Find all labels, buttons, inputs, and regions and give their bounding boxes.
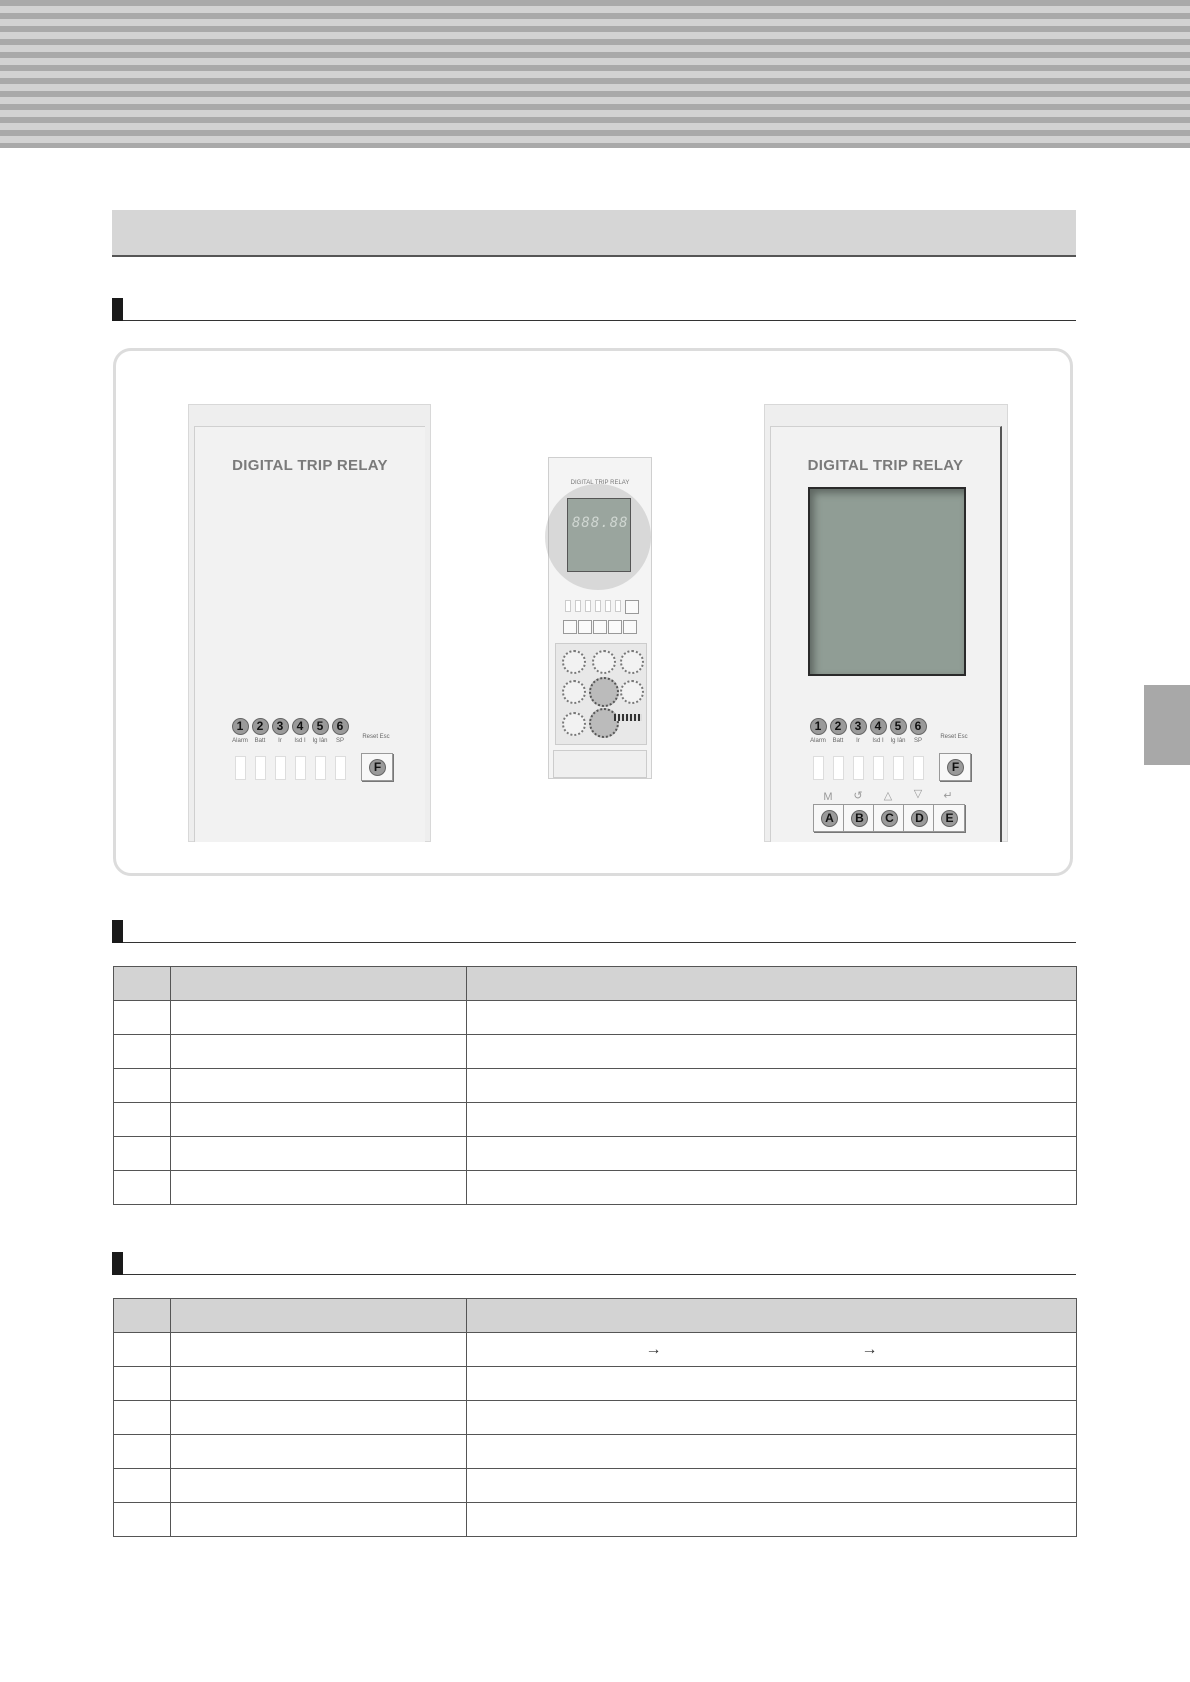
led-window <box>833 756 844 780</box>
mini-key <box>593 620 607 634</box>
table-cell <box>171 1035 467 1069</box>
key-letter: F <box>369 759 386 776</box>
led-label: Ir <box>278 738 282 744</box>
mini-dial-panel <box>555 643 647 745</box>
led-2 <box>828 717 848 780</box>
led-number: 6 <box>332 718 349 735</box>
table-cell <box>467 1035 1077 1069</box>
table-cell <box>114 1001 171 1035</box>
mini-lcd-digits: 888.88 <box>572 515 629 531</box>
table-row <box>114 1435 1077 1469</box>
table-cell <box>114 1435 171 1469</box>
led-label: Isd I <box>872 738 884 744</box>
mini-key-row <box>563 620 637 634</box>
table-cell <box>114 1503 171 1537</box>
enter-icon: ↵ <box>943 790 953 802</box>
table-cell <box>171 1069 467 1103</box>
led-number: 2 <box>830 718 847 735</box>
chapter-side-tab <box>1144 685 1190 765</box>
led-number: 6 <box>910 718 927 735</box>
mini-key <box>563 620 577 634</box>
led-label: Alarm <box>232 738 248 744</box>
led-number: 3 <box>850 718 867 735</box>
led-1 <box>230 717 250 780</box>
led-label: SP <box>335 738 344 744</box>
dial-icon <box>620 680 644 704</box>
mini-led <box>615 600 621 612</box>
dial-icon <box>592 650 616 674</box>
table-cell <box>114 1367 171 1401</box>
led-label: Isd I <box>294 738 306 744</box>
key-letter: E <box>941 810 958 827</box>
led-number: 3 <box>272 718 289 735</box>
table-cell <box>171 1401 467 1435</box>
arrow-right-icon: → <box>861 1340 878 1358</box>
led-4 <box>290 717 310 780</box>
led-4 <box>868 717 888 780</box>
table-cell <box>467 1401 1077 1435</box>
key-e-button[interactable] <box>933 804 965 832</box>
table-header-row <box>114 967 1077 1001</box>
table-cell <box>114 1069 171 1103</box>
dial-icon <box>589 708 619 738</box>
key-d-button[interactable] <box>903 804 935 832</box>
table-cell <box>467 1367 1077 1401</box>
relay-panel-left-face <box>194 426 425 842</box>
dial-icon <box>562 712 586 736</box>
header-cell <box>114 1299 171 1333</box>
mini-reset-button <box>625 600 639 614</box>
mode-icon: M <box>823 791 833 803</box>
led-3 <box>848 717 868 780</box>
header-cell <box>171 1299 467 1333</box>
table-cell <box>114 1035 171 1069</box>
header-cell <box>467 967 1077 1001</box>
led-label: Ig Iân <box>312 738 328 744</box>
dial-icon <box>562 650 586 674</box>
led-2 <box>250 717 270 780</box>
header-cell <box>114 967 171 1001</box>
table-row <box>114 1137 1077 1171</box>
led-number: 5 <box>890 718 907 735</box>
table-cell <box>467 1435 1077 1469</box>
table-cell <box>171 1435 467 1469</box>
mini-led <box>595 600 601 612</box>
subheading-2 <box>112 920 1076 943</box>
table-row <box>114 1401 1077 1435</box>
dial-icon <box>562 680 586 704</box>
reset-esc-label: Reset Esc <box>362 734 390 740</box>
reset-f-button[interactable] <box>361 753 393 781</box>
relay-panel-left <box>188 404 431 842</box>
subheading-1 <box>112 298 1076 321</box>
mini-led <box>565 600 571 612</box>
table-cell <box>114 1333 171 1367</box>
led-window <box>275 756 286 780</box>
table-cell <box>114 1469 171 1503</box>
led-6 <box>908 717 928 780</box>
table-cell <box>171 1503 467 1537</box>
key-letter: A <box>821 810 838 827</box>
header-cell <box>467 1299 1077 1333</box>
table-row <box>114 1171 1077 1205</box>
table-cell <box>467 1171 1077 1205</box>
led-number: 1 <box>232 718 249 735</box>
mini-led-row <box>565 600 639 614</box>
subheading-marker <box>112 1252 123 1275</box>
up-triangle-icon: △ <box>883 790 893 802</box>
table-cell <box>171 1469 467 1503</box>
header-stripe-band <box>0 0 1190 148</box>
lcd-display <box>808 487 966 676</box>
table-cell <box>171 1137 467 1171</box>
led-label: Batt <box>832 738 844 744</box>
relay-title: DIGITAL TRIP RELAY <box>807 457 964 474</box>
led-indicator-row <box>808 717 928 780</box>
key-c-button[interactable] <box>873 804 905 832</box>
mini-led <box>585 600 591 612</box>
mini-key <box>608 620 622 634</box>
dip-switch <box>614 714 642 721</box>
key-a-button[interactable] <box>813 804 845 832</box>
table-row <box>114 1103 1077 1137</box>
table-row <box>114 1001 1077 1035</box>
led-number: 5 <box>312 718 329 735</box>
led-number: 4 <box>870 718 887 735</box>
table-row <box>114 1333 1077 1367</box>
mini-led <box>605 600 611 612</box>
table-cell <box>171 1001 467 1035</box>
section-header-bar <box>112 210 1076 257</box>
led-number: 2 <box>252 718 269 735</box>
key-letter: D <box>911 810 928 827</box>
rotate-icon: ↺ <box>853 790 863 802</box>
spec-table-2 <box>113 1298 1077 1537</box>
subheading-marker <box>112 920 123 943</box>
key-b-button[interactable] <box>843 804 875 832</box>
led-6 <box>330 717 350 780</box>
led-window <box>255 756 266 780</box>
mini-lcd-screen <box>567 498 631 572</box>
led-5 <box>888 717 908 780</box>
led-label: Batt <box>254 738 266 744</box>
key-letter: F <box>947 759 964 776</box>
dial-icon <box>620 650 644 674</box>
led-window <box>235 756 246 780</box>
key-letter: C <box>881 810 898 827</box>
table-row <box>114 1503 1077 1537</box>
reset-f-button[interactable] <box>939 753 971 781</box>
table-cell <box>467 1137 1077 1171</box>
table-cell <box>467 1333 1077 1367</box>
led-indicator-row <box>230 717 350 780</box>
led-number: 4 <box>292 718 309 735</box>
header-cell <box>171 967 467 1001</box>
led-window <box>873 756 884 780</box>
table-cell <box>171 1171 467 1205</box>
led-window <box>315 756 326 780</box>
down-triangle-icon: ▽ <box>913 788 923 800</box>
dial-icon <box>589 677 619 707</box>
mini-relay-title: DIGITAL TRIP RELAY <box>570 480 630 486</box>
led-window <box>295 756 306 780</box>
led-window <box>813 756 824 780</box>
subheading-3 <box>112 1252 1076 1275</box>
table-cell <box>467 1069 1077 1103</box>
mini-key <box>578 620 592 634</box>
arrow-right-icon: → <box>645 1340 662 1358</box>
led-label: Ir <box>856 738 860 744</box>
key-letter: B <box>851 810 868 827</box>
led-5 <box>310 717 330 780</box>
subheading-marker <box>112 298 123 321</box>
table-row <box>114 1035 1077 1069</box>
led-label: Ig Iân <box>890 738 906 744</box>
led-number: 1 <box>810 718 827 735</box>
table-cell <box>171 1367 467 1401</box>
table-cell <box>171 1333 467 1367</box>
table-cell <box>467 1469 1077 1503</box>
led-label: Alarm <box>810 738 826 744</box>
led-window <box>853 756 864 780</box>
led-window <box>335 756 346 780</box>
table-cell <box>114 1103 171 1137</box>
table-cell <box>467 1103 1077 1137</box>
led-window <box>893 756 904 780</box>
table-cell <box>114 1171 171 1205</box>
relay-title: DIGITAL TRIP RELAY <box>232 457 388 474</box>
led-label: SP <box>913 738 922 744</box>
table-cell <box>114 1137 171 1171</box>
relay-unit-overview <box>548 457 652 779</box>
table-row <box>114 1367 1077 1401</box>
led-1 <box>808 717 828 780</box>
reset-esc-label: Reset Esc <box>940 734 968 740</box>
mini-foot-plate <box>553 750 647 778</box>
table-cell <box>467 1001 1077 1035</box>
table-cell <box>114 1401 171 1435</box>
table-cell <box>467 1503 1077 1537</box>
spec-table-1 <box>113 966 1077 1205</box>
led-window <box>913 756 924 780</box>
table-row <box>114 1069 1077 1103</box>
mini-led <box>575 600 581 612</box>
table-row <box>114 1469 1077 1503</box>
table-header-row <box>114 1299 1077 1333</box>
table-cell <box>171 1103 467 1137</box>
mini-key <box>623 620 637 634</box>
led-3 <box>270 717 290 780</box>
